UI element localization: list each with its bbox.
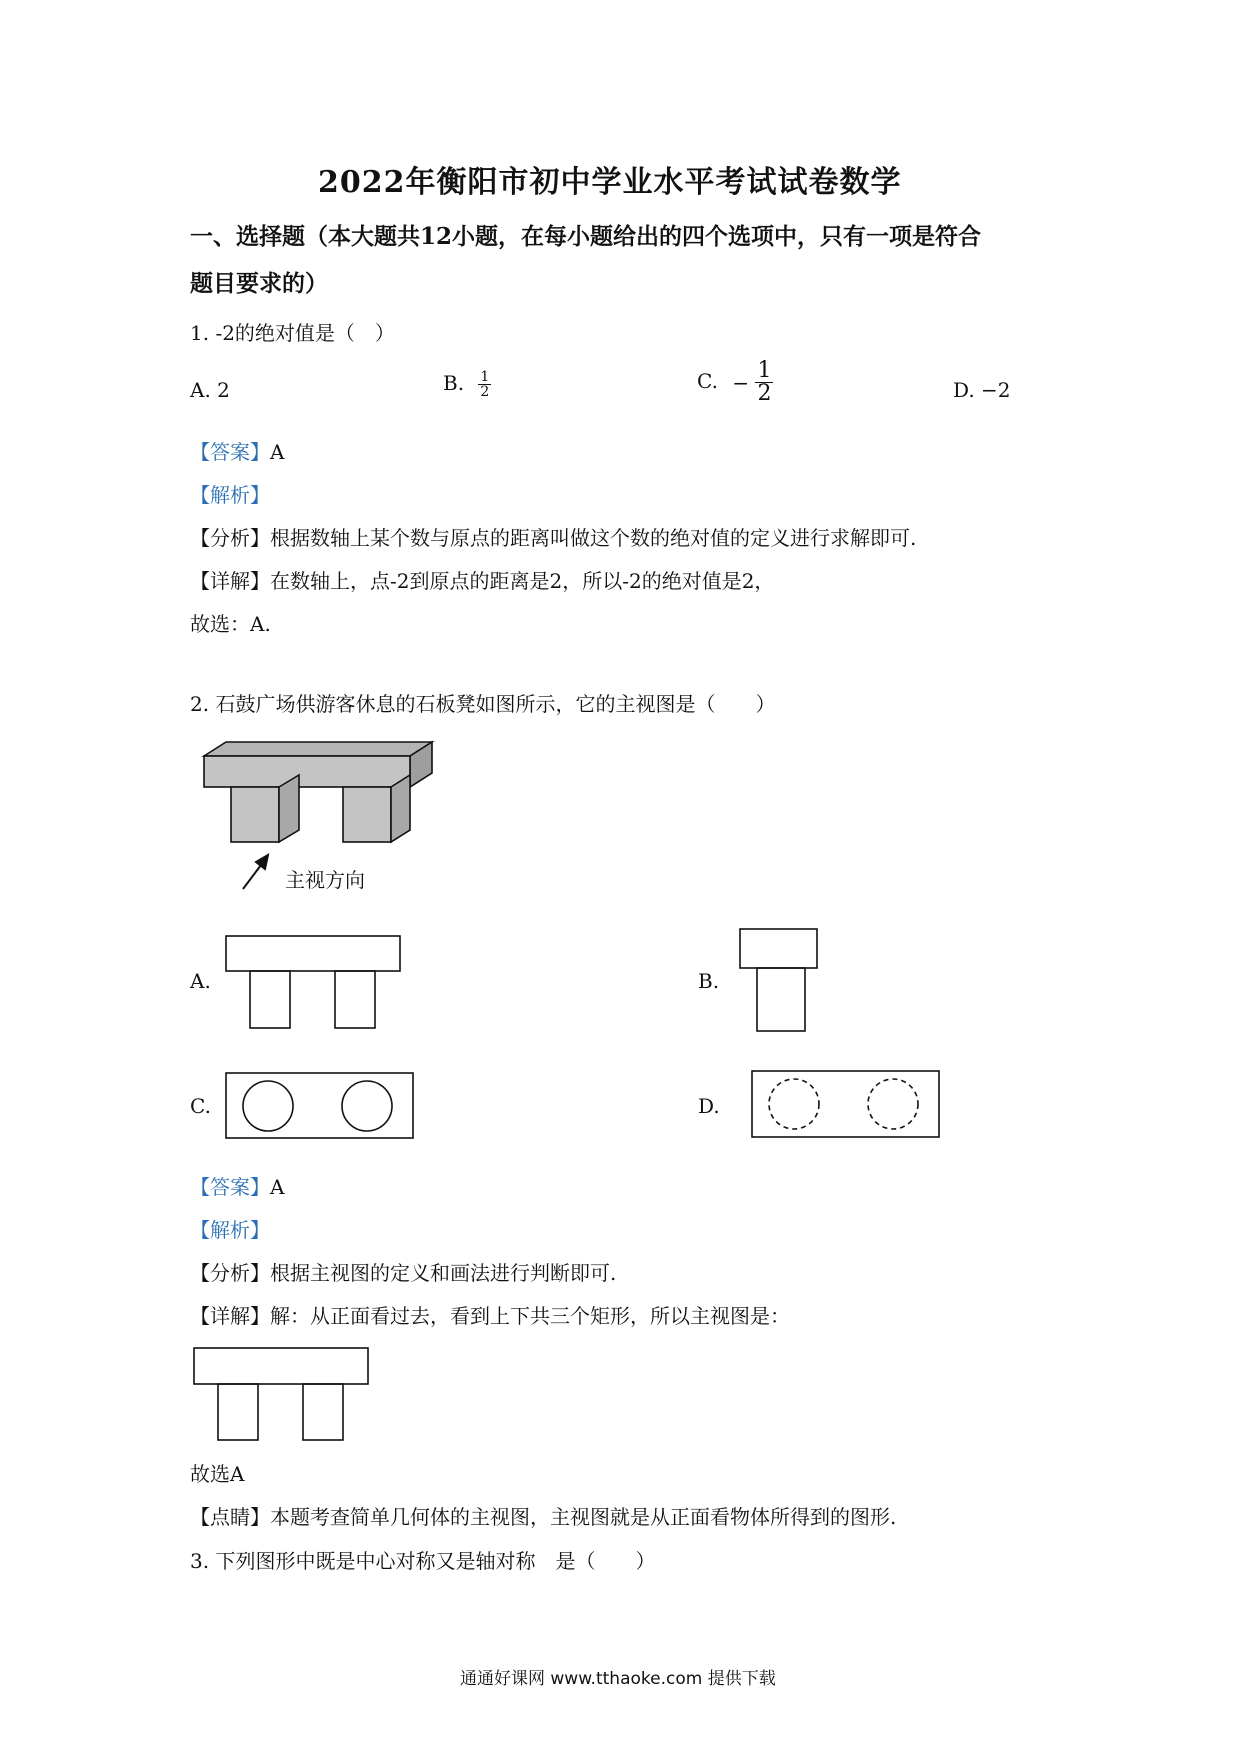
q2-option-a-label: A. bbox=[190, 969, 211, 993]
q3-stem: 3. 下列图形中既是中心对称又是轴对称 是（ ） bbox=[190, 1549, 656, 1573]
fenxi-tag: 【分析】 bbox=[190, 1261, 270, 1285]
xiangjie-tag: 【详解】 bbox=[190, 1304, 270, 1328]
q2-explanation-figure bbox=[194, 1348, 368, 1440]
dianjing-tag: 【点睛】 bbox=[190, 1505, 270, 1529]
q2-dianjing bbox=[190, 1501, 896, 1530]
q1-answer-value: A bbox=[270, 440, 285, 464]
q2-choose: 故选A bbox=[190, 1462, 245, 1486]
q1-xiangjie-text: 在数轴上，点-2到原点的距离是2，所以-2的绝对值是2， bbox=[270, 569, 775, 593]
q2-fenxi bbox=[190, 1257, 616, 1286]
q2-option-d-label: D. bbox=[698, 1094, 720, 1118]
q2-analysis-tag: 【解析】 bbox=[190, 1218, 270, 1242]
q1-analysis-tag: 【解析】 bbox=[190, 483, 270, 507]
view-direction-arrow-icon bbox=[243, 855, 268, 889]
q1-option-b-denominator: 2 bbox=[480, 384, 490, 400]
q2-fenxi-text: 根据主视图的定义和画法进行判断即可. bbox=[270, 1261, 617, 1285]
q2-answer-value: A bbox=[270, 1175, 285, 1199]
q1-stem: 1. -2的绝对值是（ ） bbox=[190, 321, 395, 345]
page-title: 2022年衡阳市初中学业水平考试试卷数学 bbox=[318, 165, 902, 200]
q2-dianjing-text: 本题考查简单几何体的主视图，主视图就是从正面看物体所得到的图形. bbox=[270, 1505, 897, 1529]
view-direction-label: 主视方向 bbox=[285, 868, 365, 892]
q1-option-b-prefix: B. bbox=[443, 371, 465, 395]
q2-option-c-figure bbox=[226, 1073, 413, 1138]
q1-option-c-prefix: C. bbox=[697, 369, 718, 393]
section-heading-line2: 题目要求的） bbox=[190, 270, 328, 297]
q2-option-d-figure bbox=[752, 1071, 939, 1137]
q2-option-b-label: B. bbox=[698, 969, 720, 993]
q1-option-b-numerator: 1 bbox=[480, 369, 490, 385]
q1-option-c-denominator: 2 bbox=[757, 381, 772, 406]
q2-stem: 2. 石鼓广场供游客休息的石板凳如图所示，它的主视图是（ ） bbox=[190, 692, 776, 716]
q1-option-a: A. 2 bbox=[190, 378, 230, 402]
q1-option-c-numerator: 1 bbox=[757, 358, 772, 383]
page-footer: 通通好课网 www.tthaoke.com 提供下载 bbox=[460, 1669, 776, 1689]
xiangjie-tag: 【详解】 bbox=[190, 569, 270, 593]
q2-option-a-figure bbox=[226, 936, 400, 1028]
q2-option-c-label: C. bbox=[190, 1094, 211, 1118]
q2-option-b-figure bbox=[740, 929, 817, 1031]
q2-answer bbox=[190, 1171, 284, 1200]
q2-xiangjie bbox=[190, 1300, 790, 1329]
answer-tag: 【答案】 bbox=[190, 1175, 270, 1199]
q1-choose: 故选：A. bbox=[190, 612, 271, 636]
bench-3d-figure bbox=[204, 742, 432, 842]
answer-tag: 【答案】 bbox=[190, 440, 270, 464]
q2-xiangjie-text: 解：从正面看过去，看到上下共三个矩形，所以主视图是： bbox=[270, 1304, 790, 1328]
q1-option-d: D. −2 bbox=[953, 378, 1011, 402]
q1-option-c-sign: − bbox=[732, 370, 750, 395]
q1-fenxi-text: 根据数轴上某个数与原点的距离叫做这个数的绝对值的定义进行求解即可. bbox=[270, 526, 917, 550]
fenxi-tag: 【分析】 bbox=[190, 526, 270, 550]
section-heading-line1: 一、选择题（本大题共12小题，在每小题给出的四个选项中，只有一项是符合 bbox=[190, 223, 982, 250]
